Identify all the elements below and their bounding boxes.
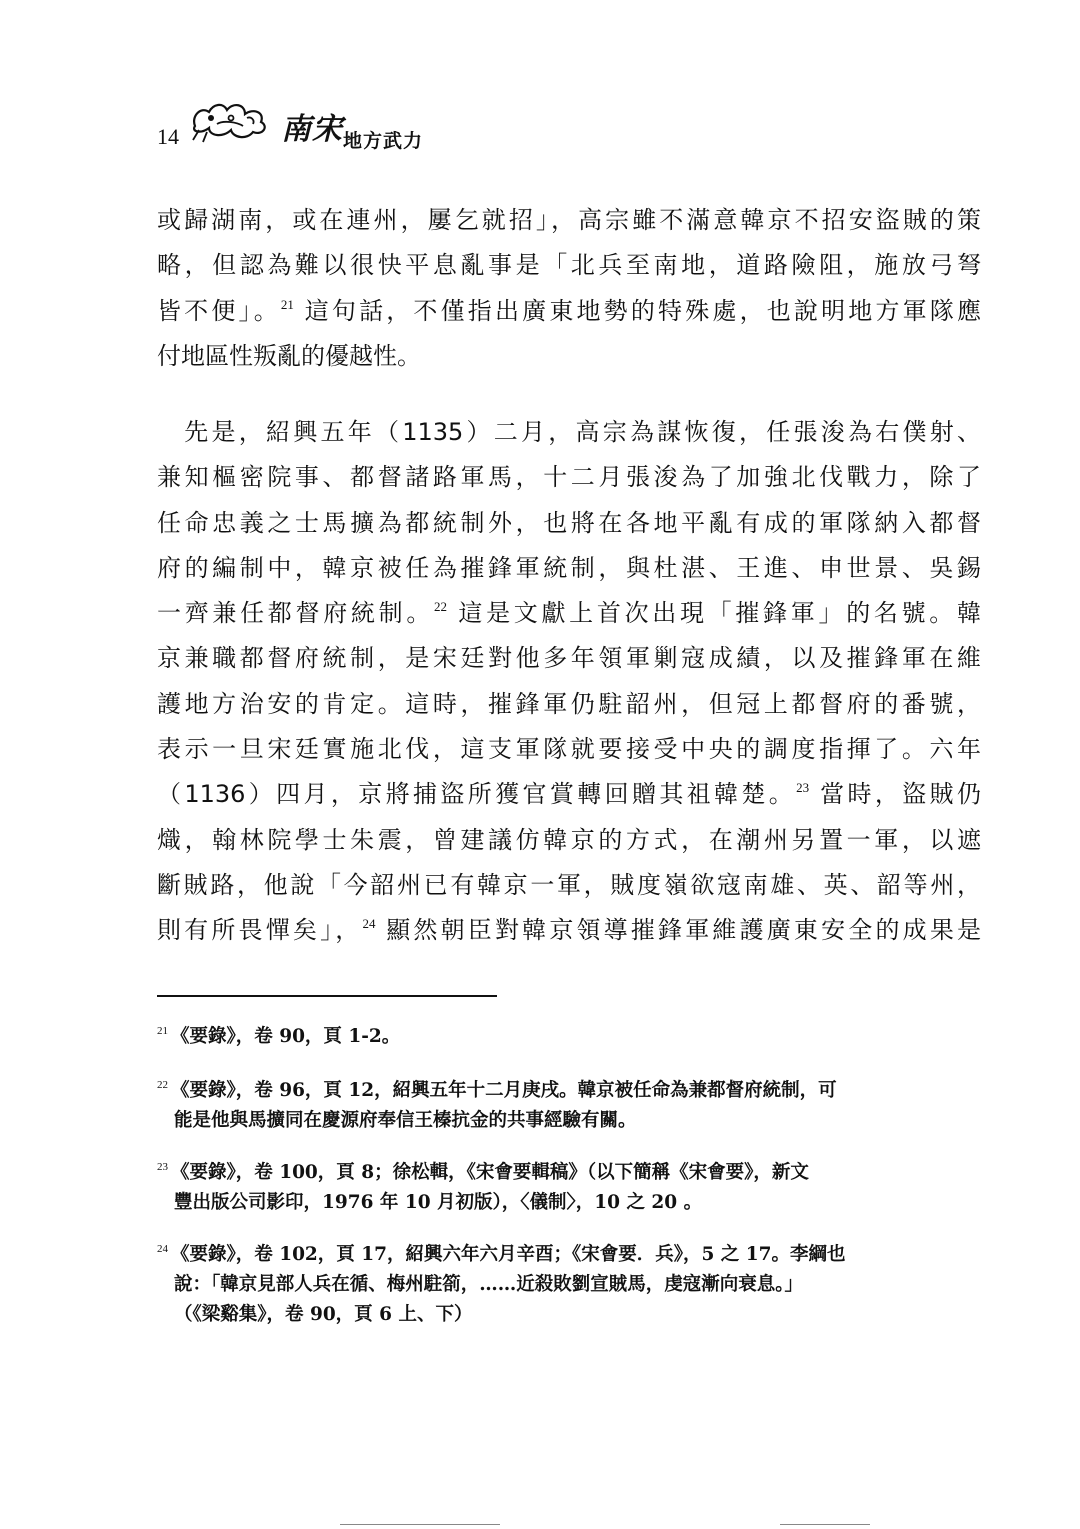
footnote-text: 《要錄》，卷 90，頁 1-2。 bbox=[171, 1026, 401, 1047]
text-line bbox=[157, 908, 981, 953]
footnote-line: 豐出版公司影印，1976 年 10 月初版），〈儀制〉，10 之 20 。 bbox=[174, 1192, 703, 1213]
text-line: 兼知樞密院事、都督諸路軍馬，十二月張浚為了加強北伐戰力，除了 bbox=[157, 463, 981, 492]
text-line: 府的編制中，韓京被任為摧鋒軍統制，與杜湛、王進、申世景、吳錫 bbox=[157, 553, 981, 582]
footnote-ref-22: 22 bbox=[434, 599, 448, 615]
book-title-rest: 地方武力 bbox=[343, 130, 424, 152]
text-segment: （1136）四月，京將捕盜所獲官賞轉回贈其祖韓楚。 bbox=[157, 780, 797, 809]
footnote-24 bbox=[157, 1234, 987, 1330]
footnote-line: （《梁谿集》，卷 90，頁 6 上、下） bbox=[174, 1304, 473, 1325]
page-number: 14 bbox=[157, 124, 179, 149]
footnote-separator bbox=[157, 995, 497, 997]
text-line: 京兼職都督府統制，是宋廷對他多年領軍剿寇成績，以及摧鋒軍在維 bbox=[157, 644, 981, 673]
body-paragraph-1 bbox=[157, 198, 981, 379]
text-line bbox=[157, 591, 981, 636]
footnote-number: 22 bbox=[157, 1079, 168, 1091]
text-line bbox=[157, 772, 981, 817]
footnote-line: 能是他與馬擴同在慶源府奉信王榛抗金的共事經驗有關。 bbox=[174, 1110, 637, 1131]
footnote-line bbox=[157, 1234, 987, 1270]
text-segment: 這是文獻上首次出現「摧鋒軍」的名號。韓 bbox=[447, 599, 981, 628]
footnote-ref-24: 24 bbox=[362, 916, 376, 932]
footnote-21 bbox=[157, 1016, 987, 1052]
footnote-text: 《要錄》，卷 100，頁 8；徐松輯，《宋會要輯稿》（以下簡稱《宋會要》，新文 bbox=[171, 1162, 809, 1183]
footnote-number: 23 bbox=[157, 1161, 168, 1173]
text-segment: 當時，盜賊仍 bbox=[809, 780, 981, 809]
text-line: 先是，紹興五年（1135）二月，高宗為謀恢復，任張浚為右僕射、 bbox=[157, 418, 981, 446]
footnote-line bbox=[157, 1016, 987, 1052]
book-title bbox=[281, 104, 423, 153]
footnote-line bbox=[157, 1070, 987, 1106]
footnote-text: 《要錄》，卷 102，頁 17，紹興六年六月辛酉；《宋會要．兵》，5 之 17。李綱也 bbox=[171, 1244, 846, 1265]
footnote-ref-23: 23 bbox=[796, 780, 810, 796]
text-line: 護地方治安的肯定。這時，摧鋒軍仍駐韶州，但冠上都督府的番號， bbox=[157, 689, 981, 718]
footnote-number: 21 bbox=[157, 1025, 168, 1037]
text-segment: 這句話，不僅指出廣東地勢的特殊處，也說明地方軍隊應 bbox=[293, 296, 981, 325]
text-line: 熾，翰林院學士朱震，曾建議仿韓京的方式，在潮州另置一軍，以遮 bbox=[157, 825, 981, 854]
footnote-text: 《要錄》，卷 96，頁 12，紹興五年十二月庚戌。韓京被任命為兼都督府統制，可 bbox=[171, 1080, 837, 1101]
text-line: 或歸湖南，或在連州，屢乞就招」，高宗雖不滿意韓京不招安盜賊的策 bbox=[157, 206, 981, 234]
footnote-ref-21: 21 bbox=[280, 296, 294, 312]
footnote-line: 說：「韓京見部人兵在循、梅州駐箚，……近殺敗劉宣賊馬，虔寇漸向衰息。」 bbox=[174, 1274, 804, 1295]
text-segment: 顯然朝臣對韓京領導摧鋒軍維護廣東安全的成果是 bbox=[375, 916, 981, 945]
footnote-22 bbox=[157, 1070, 987, 1136]
book-title-script: 南宋 bbox=[281, 112, 343, 147]
text-line: 略，但認為難以很快平息亂事是「北兵至南地，道路險阻，施放弓弩 bbox=[157, 251, 981, 280]
footnote-number: 24 bbox=[157, 1243, 168, 1255]
text-line: 斷賊路，他說「今韶州已有韓京一軍，賊度嶺欲寇南雄、英、韶等州， bbox=[157, 870, 981, 899]
running-header bbox=[157, 96, 557, 152]
body-paragraph-2 bbox=[157, 410, 981, 954]
footnote-23 bbox=[157, 1152, 987, 1218]
text-line: 表示一旦宋廷實施北伐，這支軍隊就要接受中央的調度指揮了。六年 bbox=[157, 735, 981, 764]
text-line: 付地區性叛亂的優越性。 bbox=[157, 341, 421, 370]
dragon-logo-icon bbox=[187, 96, 277, 146]
text-line bbox=[157, 289, 981, 334]
text-segment: 皆不便」。 bbox=[157, 296, 281, 325]
text-segment: 則有所畏憚矣」， bbox=[157, 916, 363, 945]
footnote-line bbox=[157, 1152, 987, 1188]
text-line: 任命忠義之士馬擴為都統制外，也將在各地平亂有成的軍隊納入都督 bbox=[157, 508, 981, 537]
scan-artifact bbox=[780, 1524, 870, 1525]
text-segment: 一齊兼任都督府統制。 bbox=[157, 599, 435, 628]
scan-artifact bbox=[340, 1524, 500, 1525]
